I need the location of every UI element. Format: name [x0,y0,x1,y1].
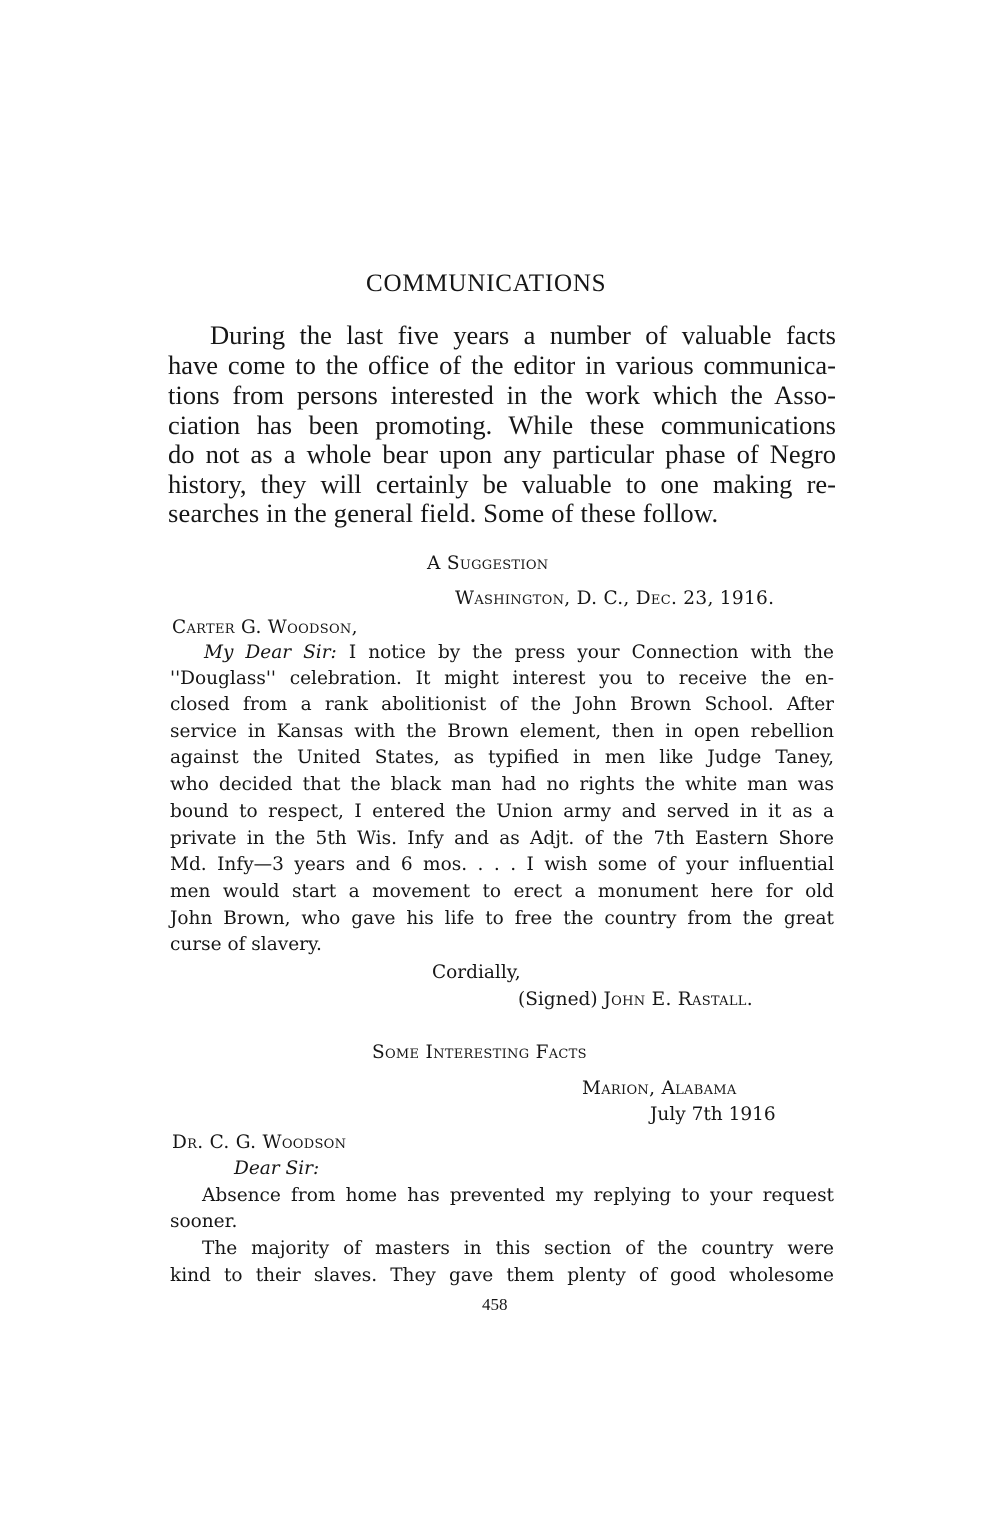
signed-prefix: (Signed) [518,989,598,1010]
letter2-place: Marion, Alabama [582,1078,737,1099]
signer-name: John E. Rastall. [603,989,753,1010]
intro-line: history, they will certainly be valuable to one making re- [168,469,836,499]
intro-line: During the last five years a number of valuable facts [210,320,836,350]
letter2-date: July 7th 1916 [650,1104,776,1125]
letter1-line: men would start a movement to erect a monument here for old [170,881,834,902]
letter1-line: curse of slavery. [170,934,322,955]
letter1-heading: A Suggestion [427,553,549,574]
letter1-addressee: Carter G. Woodson, [172,617,358,638]
letter1-first-line [204,640,834,666]
letter1-line: I notice by the press your Connection with the [348,642,834,663]
intro-line: searches in the general field. Some of these follow. [168,498,719,528]
letter1-closing: Cordially, [432,962,521,983]
letter1-line: private in the 5th Wis. Infy and as Adjt. of the 7th Eastern Shore [170,828,834,849]
letter2-salutation: Dear Sir: [234,1158,320,1179]
letter1-salutation: My Dear Sir: [204,642,337,663]
intro-line: tions from persons interested in the work which the Asso- [168,380,836,410]
page-number: 458 [482,1295,508,1314]
letter1-line: service in Kansas with the Brown element, then in open rebellion [170,721,834,742]
letter2-line: Absence from home has prevented my replying to your request [202,1185,834,1206]
letter1-line: against the United States, as typified in men like Judge Taney, [170,747,834,768]
page-title: COMMUNICATIONS [366,270,607,297]
intro-line: do not as a whole bear upon any particular phase of Negro [168,439,836,469]
letter1-line: bound to respect, I entered the Union army and served in it as a [170,801,834,822]
letter2-line: The majority of masters in this section of the country were [202,1238,834,1259]
letter1-line: who decided that the black man had no rights the white man was [170,774,834,795]
intro-line: have come to the office of the editor in various communica- [168,350,836,380]
letter2-line: kind to their slaves. They gave them plenty of good wholesome [170,1265,834,1286]
letter1-line: Md. Infy—3 years and 6 mos. . . . I wish some of your influential [170,854,834,875]
letter2-addressee: Dr. C. G. Woodson [172,1132,347,1153]
letter1-place-date: Washington, D. C., Dec. 23, 1916. [455,588,775,609]
intro-line: ciation has been promoting. While these communications [168,410,836,440]
letter1-line: closed from a rank abolitionist of the John Brown School. After [170,694,834,715]
letter2-heading: Some Interesting Facts [372,1042,587,1063]
letter1-line: ''Douglass'' celebration. It might interest you to receive the en- [170,668,834,689]
letter1-signature [518,987,753,1013]
letter1-line: John Brown, who gave his life to free the country from the great [170,908,834,929]
letter2-line: sooner. [170,1211,238,1232]
